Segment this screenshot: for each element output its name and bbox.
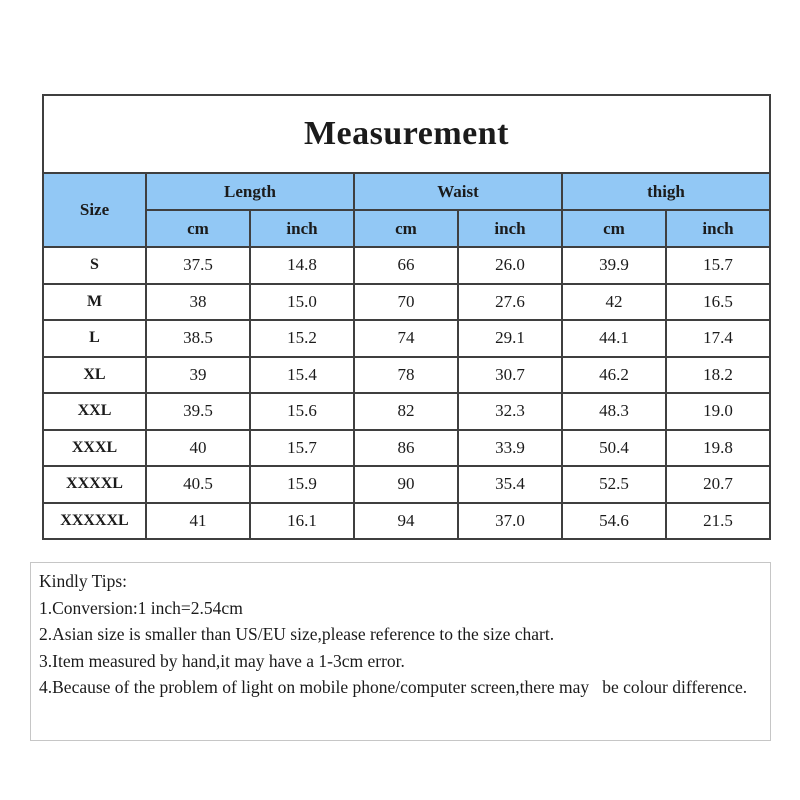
- value-cell: 40.5: [146, 466, 250, 503]
- tip-asian-size: 2.Asian size is smaller than US/EU size,please reference to the size chart.: [39, 624, 555, 644]
- column-header-waist: Waist: [354, 173, 562, 210]
- value-cell: 39.5: [146, 393, 250, 430]
- unit-header-waist-cm: cm: [354, 210, 458, 247]
- value-cell: 19.0: [666, 393, 770, 430]
- header-group-row: [43, 173, 770, 210]
- value-cell: 38.5: [146, 320, 250, 357]
- title-row: [43, 95, 770, 173]
- value-cell: 70: [354, 284, 458, 321]
- value-cell: 66: [354, 247, 458, 284]
- kindly-tips-box: [30, 562, 771, 741]
- value-cell: 16.5: [666, 284, 770, 321]
- value-cell: 29.1: [458, 320, 562, 357]
- value-cell: 27.6: [458, 284, 562, 321]
- value-cell: 52.5: [562, 466, 666, 503]
- value-cell: 78: [354, 357, 458, 394]
- size-cell: XXL: [43, 393, 146, 430]
- table-row-xl: [43, 357, 770, 394]
- value-cell: 33.9: [458, 430, 562, 467]
- table-row-xxxxxl: [43, 503, 770, 540]
- value-cell: 15.6: [250, 393, 354, 430]
- value-cell: 41: [146, 503, 250, 540]
- value-cell: 46.2: [562, 357, 666, 394]
- tip-measure-error: 3.Item measured by hand,it may have a 1-3cm error.: [39, 650, 405, 671]
- value-cell: 15.2: [250, 320, 354, 357]
- value-cell: 21.5: [666, 503, 770, 540]
- value-cell: 44.1: [562, 320, 666, 357]
- value-cell: 38: [146, 284, 250, 321]
- value-cell: 82: [354, 393, 458, 430]
- size-cell: XXXL: [43, 430, 146, 467]
- unit-header-length-inch: inch: [250, 210, 354, 247]
- column-header-length: Length: [146, 173, 354, 210]
- value-cell: 26.0: [458, 247, 562, 284]
- value-cell: 74: [354, 320, 458, 357]
- header-unit-row: [43, 210, 770, 247]
- value-cell: 15.7: [250, 430, 354, 467]
- size-cell: XL: [43, 357, 146, 394]
- value-cell: 54.6: [562, 503, 666, 540]
- value-cell: 19.8: [666, 430, 770, 467]
- value-cell: 17.4: [666, 320, 770, 357]
- value-cell: 90: [354, 466, 458, 503]
- value-cell: 35.4: [458, 466, 562, 503]
- table-row-s: [43, 247, 770, 284]
- value-cell: 37.5: [146, 247, 250, 284]
- value-cell: 30.7: [458, 357, 562, 394]
- column-header-size: Size: [43, 173, 146, 247]
- measurement-table: [42, 94, 771, 540]
- value-cell: 15.4: [250, 357, 354, 394]
- value-cell: 42: [562, 284, 666, 321]
- unit-header-length-cm: cm: [146, 210, 250, 247]
- size-cell: XXXXL: [43, 466, 146, 503]
- unit-header-thigh-cm: cm: [562, 210, 666, 247]
- table-row-m: [43, 284, 770, 321]
- column-header-thigh: thigh: [562, 173, 770, 210]
- value-cell: 18.2: [666, 357, 770, 394]
- value-cell: 14.8: [250, 247, 354, 284]
- value-cell: 32.3: [458, 393, 562, 430]
- size-cell: S: [43, 247, 146, 284]
- value-cell: 16.1: [250, 503, 354, 540]
- unit-header-thigh-inch: inch: [666, 210, 770, 247]
- value-cell: 39.9: [562, 247, 666, 284]
- size-cell: M: [43, 284, 146, 321]
- size-cell: L: [43, 320, 146, 357]
- table-row-xxl: [43, 393, 770, 430]
- table-title: Measurement: [43, 95, 770, 173]
- unit-header-waist-inch: inch: [458, 210, 562, 247]
- value-cell: 50.4: [562, 430, 666, 467]
- value-cell: 86: [354, 430, 458, 467]
- table-row-xxxl: [43, 430, 770, 467]
- value-cell: 40: [146, 430, 250, 467]
- tips-heading: Kindly Tips:: [39, 571, 128, 591]
- value-cell: 15.7: [666, 247, 770, 284]
- tip-conversion: 1.Conversion:1 inch=2.54cm: [39, 597, 243, 618]
- value-cell: 39: [146, 357, 250, 394]
- value-cell: 15.0: [250, 284, 354, 321]
- size-cell: XXXXXL: [43, 503, 146, 540]
- table-row-xxxxl: [43, 466, 770, 503]
- value-cell: 15.9: [250, 466, 354, 503]
- value-cell: 20.7: [666, 466, 770, 503]
- value-cell: 37.0: [458, 503, 562, 540]
- value-cell: 48.3: [562, 393, 666, 430]
- table-row-l: [43, 320, 770, 357]
- value-cell: 94: [354, 503, 458, 540]
- tip-colour-difference: 4.Because of the problem of light on mobile phone/computer screen,there may be colour difference.: [39, 677, 748, 697]
